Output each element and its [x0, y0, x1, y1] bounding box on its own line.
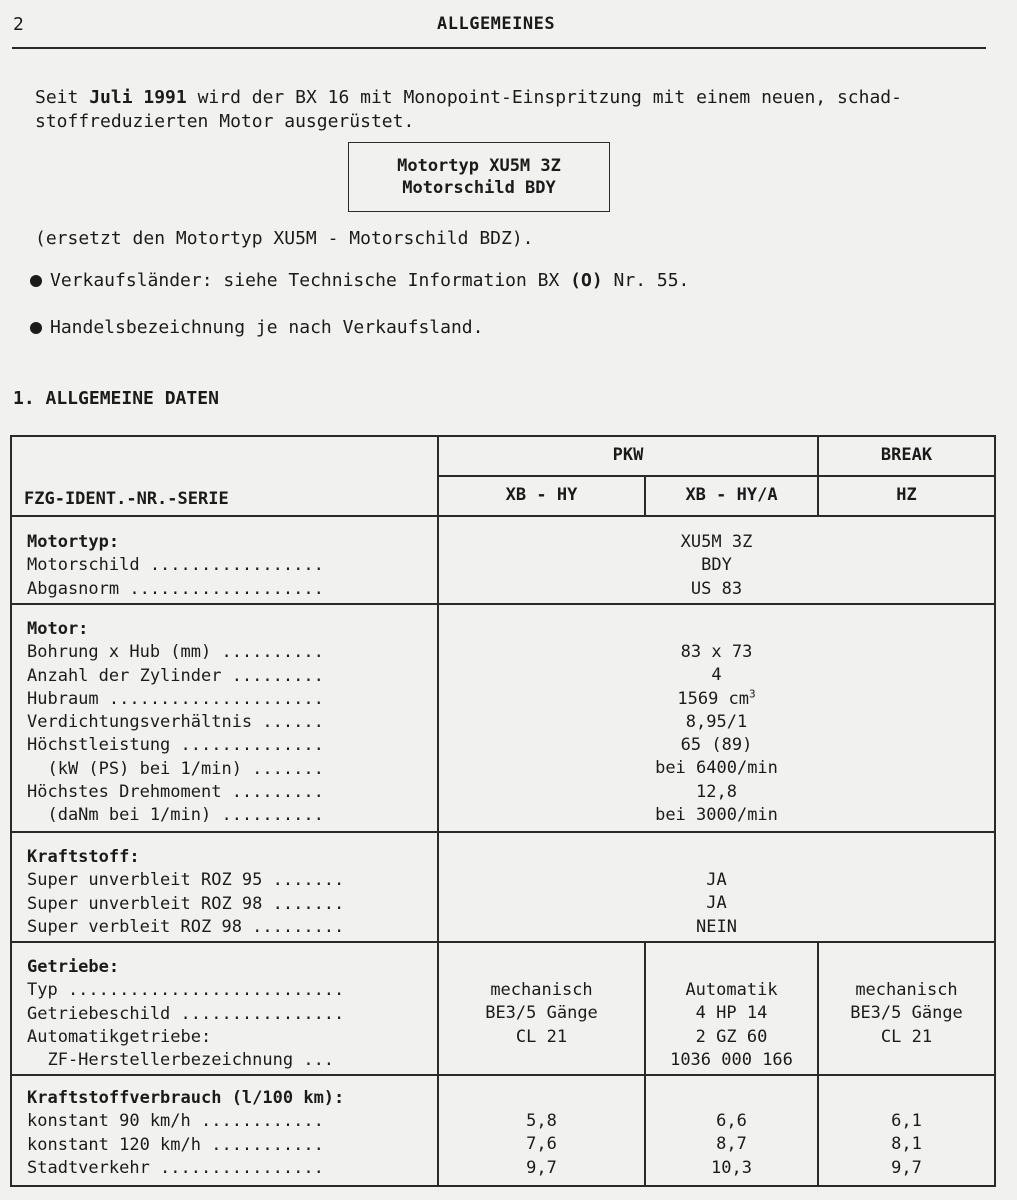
value-drehmoment-drehzahl: bei 3000/min	[655, 805, 778, 826]
value-stadtverkehr: 9,7	[891, 1157, 922, 1178]
label-automatikgetriebe: Automatikgetriebe:	[27, 1026, 212, 1047]
motor-label-cell	[11, 604, 438, 832]
motor-value-cell	[438, 604, 995, 832]
verbrauch-col-xb-hy	[438, 1075, 645, 1186]
table-row	[11, 604, 995, 832]
replaces-note: (ersetzt den Motortyp XU5M - Motorschild BDZ).	[35, 228, 534, 249]
label-hubraum: Hubraum .....................	[27, 688, 324, 709]
label-roz95-unverbleit: Super unverbleit ROZ 95 .......	[27, 870, 345, 891]
value-getriebeschild: 4 HP 14	[695, 1003, 768, 1024]
motortyp-label-cell	[11, 516, 438, 604]
value-verdichtung: 8,95/1	[685, 711, 748, 732]
value-typ: mechanisch	[490, 980, 593, 1000]
bullet-text-bold: (O)	[570, 270, 603, 291]
table-row	[11, 832, 995, 942]
value-typ: mechanisch	[855, 980, 958, 1000]
value-120kmh: 8,1	[891, 1134, 922, 1155]
bullet-item-tradename	[30, 317, 483, 338]
bullet-item-countries	[30, 270, 689, 291]
label-hoechstleistung: Höchstleistung ..............	[27, 735, 324, 756]
value-120kmh: 8,7	[716, 1134, 747, 1155]
column-group-break: BREAK	[818, 436, 995, 476]
value-90kmh: 6,1	[891, 1111, 922, 1131]
bullet-text: Handelsbezeichnung je nach Verkaufsland.	[50, 317, 484, 338]
value-roz95-unverbleit: JA	[706, 870, 727, 890]
value-typ: Automatik	[685, 980, 778, 1000]
value-zylinder: 4	[711, 665, 722, 686]
label-zylinder: Anzahl der Zylinder .........	[27, 665, 324, 686]
page-number: 2	[13, 14, 24, 35]
value-stadtverkehr: 9,7	[526, 1157, 557, 1178]
value-stadtverkehr: 10,3	[711, 1157, 752, 1178]
getriebe-col-hz	[818, 942, 995, 1075]
value-hoechstleistung: 65 (89)	[680, 735, 753, 756]
motortyp-heading: Motortyp:	[27, 532, 120, 552]
verbrauch-col-hz	[818, 1075, 995, 1186]
value-cl: CL 21	[880, 1026, 933, 1047]
verbrauch-label-cell	[11, 1075, 438, 1186]
label-drehmoment-einheit: (daNm bei 1/min) ..........	[27, 805, 324, 826]
label-getriebeschild: Getriebeschild ................	[27, 1003, 345, 1024]
label-leistung-einheit: (kW (PS) bei 1/min) .......	[27, 758, 324, 779]
value-automatikgetriebe: 2 GZ 60	[695, 1026, 768, 1047]
row-header-label: FZG-IDENT.-NR.-SERIE	[24, 488, 229, 509]
label-drehmoment: Höchstes Drehmoment .........	[27, 782, 324, 803]
label-typ: Typ ...........................	[27, 980, 345, 1001]
table-row	[11, 942, 995, 1075]
kraftstoff-value-cell	[438, 832, 995, 942]
value-motortyp: XU5M 3Z	[680, 532, 753, 552]
value-90kmh: 5,8	[526, 1111, 557, 1131]
value-hubraum-text: 1569 cm	[677, 688, 750, 709]
value-roz98-unverbleit: JA	[706, 893, 727, 914]
column-group-pkw: PKW	[438, 436, 818, 476]
label-abgasnorm: Abgasnorm ...................	[27, 578, 324, 599]
table-row	[11, 1075, 995, 1186]
value-hubraum	[439, 688, 994, 711]
motor-heading: Motor:	[27, 619, 89, 639]
motor-type-line: Motortyp XU5M 3Z	[397, 156, 561, 176]
header-rule	[12, 47, 986, 49]
page-title: ALLGEMEINES	[437, 14, 556, 34]
row-header-cell	[11, 436, 438, 516]
value-getriebeschild: BE3/5 Gänge	[850, 1003, 963, 1024]
value-cl: CL 21	[515, 1026, 568, 1047]
label-zf-bezeichnung: ZF-Herstellerbezeichnung ...	[27, 1050, 335, 1071]
motortyp-value-cell	[438, 516, 995, 604]
label-bohrung-hub: Bohrung x Hub (mm) ..........	[27, 642, 324, 663]
label-90kmh: konstant 90 km/h ............	[27, 1111, 324, 1132]
column-header-xb-hy: XB - HY	[438, 476, 645, 516]
value-roz98-verbleit: NEIN	[696, 916, 737, 937]
getriebe-label-cell	[11, 942, 438, 1075]
column-header-hz: HZ	[818, 476, 995, 516]
intro-paragraph	[35, 86, 902, 134]
value-120kmh: 7,6	[526, 1134, 557, 1155]
value-leistung-drehzahl: bei 6400/min	[655, 758, 778, 779]
kraftstoff-label-cell	[11, 832, 438, 942]
table-row	[11, 436, 995, 476]
verbrauch-col-xb-hy-a	[645, 1075, 818, 1186]
bullet-text: Nr. 55.	[602, 270, 690, 291]
section-title: 1. ALLGEMEINE DATEN	[13, 388, 219, 409]
verbrauch-heading: Kraftstoffverbrauch (l/100 km):	[27, 1088, 345, 1108]
intro-date: Juli 1991	[89, 87, 187, 108]
column-header-xb-hy-a: XB - HY/A	[645, 476, 818, 516]
bullet-icon	[30, 322, 42, 334]
bullet-text: Verkaufsländer: siehe Technische Information BX	[50, 270, 571, 291]
intro-text-1: Seit	[35, 87, 90, 108]
label-120kmh: konstant 120 km/h ...........	[27, 1134, 324, 1155]
general-data-table	[10, 435, 996, 1187]
value-90kmh: 6,6	[716, 1111, 747, 1131]
label-roz98-unverbleit: Super unverbleit ROZ 98 .......	[27, 893, 345, 914]
getriebe-col-xb-hy-a	[645, 942, 818, 1075]
value-drehmoment: 12,8	[696, 781, 737, 802]
value-hubraum-exponent: 3	[749, 686, 756, 700]
value-motorschild: BDY	[701, 555, 732, 576]
motor-type-box	[348, 142, 610, 212]
motor-plate-line: Motorschild BDY	[402, 178, 556, 198]
kraftstoff-heading: Kraftstoff:	[27, 847, 140, 867]
label-roz98-verbleit: Super verbleit ROZ 98 .........	[27, 916, 345, 937]
value-bohrung-hub: 83 x 73	[680, 642, 753, 662]
getriebe-col-xb-hy	[438, 942, 645, 1075]
value-zf-bezeichnung: 1036 000 166	[670, 1049, 793, 1070]
intro-text-2: wird der BX 16 mit Monopoint-Einspritzung mit einem neuen, schad- stoffreduzierten Motor ausgerüstet.	[35, 87, 902, 132]
table-row	[11, 516, 995, 604]
label-motorschild: Motorschild .................	[27, 555, 324, 576]
getriebe-heading: Getriebe:	[27, 957, 120, 977]
value-getriebeschild: BE3/5 Gänge	[485, 1003, 598, 1024]
label-stadtverkehr: Stadtverkehr ................	[27, 1157, 324, 1178]
value-abgasnorm: US 83	[690, 578, 743, 599]
bullet-icon	[30, 275, 42, 287]
label-verdichtung: Verdichtungsverhältnis ......	[27, 712, 324, 733]
